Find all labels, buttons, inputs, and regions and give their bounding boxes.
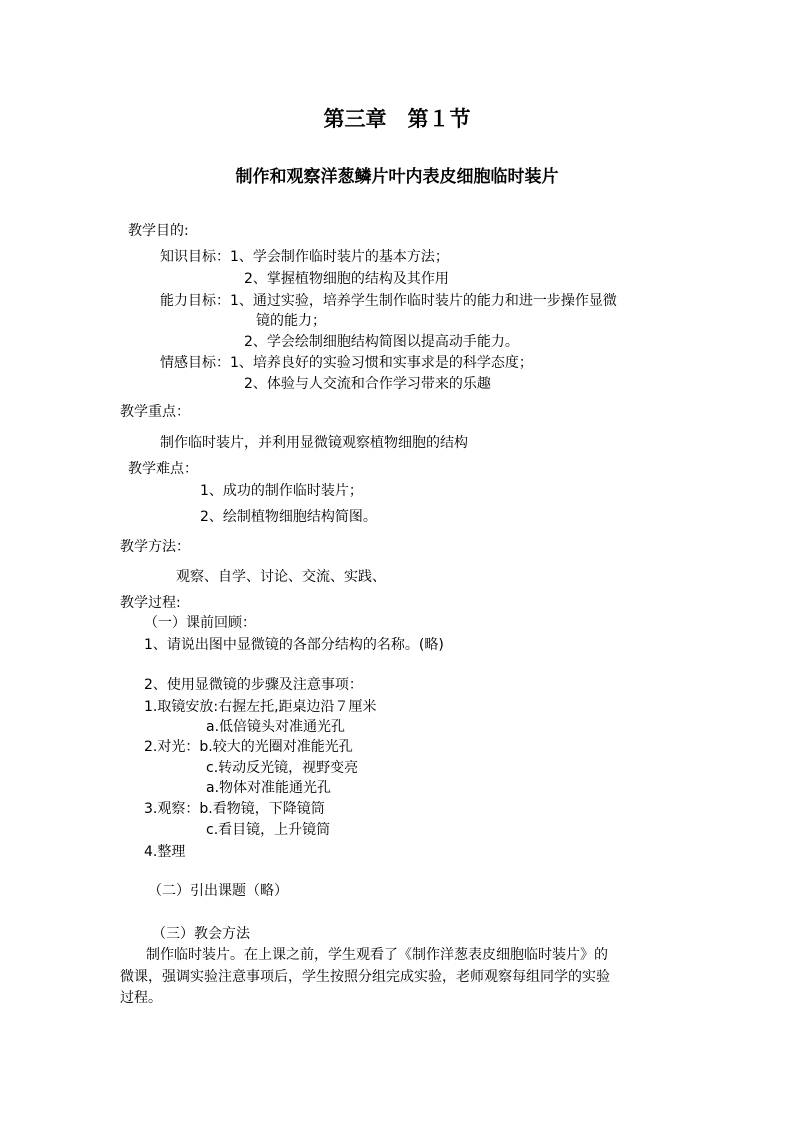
step-2a: a.物体对准能通光孔 <box>206 780 332 796</box>
step-1a: a.低倍镜头对准通光孔 <box>206 719 346 735</box>
difficulties-heading: 教学难点： <box>128 461 198 477</box>
chapter-title: 第三章 第１节 <box>323 106 471 131</box>
paragraph-line-3: 过程。 <box>120 990 162 1006</box>
review-question-2: 2、使用显微镜的步骤及注意事项： <box>144 677 363 693</box>
step-3c: c.看目镜，上升镜筒 <box>206 822 331 838</box>
key-points-content: 制作临时装片，并利用显微镜观察植物细胞的结构 <box>160 435 468 451</box>
process-heading: 教学过程: <box>120 595 181 611</box>
difficulty-item-2: 2、绘制植物细胞结构简图。 <box>200 509 377 525</box>
ability-objective-1-continued: 镜的能力； <box>256 313 326 329</box>
paragraph-line-1: 制作临时装片。在上课之前，学生观看了《制作洋葱表皮细胞临时装片》的 <box>146 947 608 963</box>
emotion-objective-2: 2、体验与人交流和合作学习带来的乐趣 <box>244 376 491 392</box>
objectives-heading: 教学目的: <box>128 223 189 239</box>
teach-heading: （三）教会方法 <box>152 926 250 942</box>
step-2: 2.对光：b.较大的光圈对准能光孔 <box>144 739 353 755</box>
step-1: 1.取镜安放:右握左托,距桌边沿７厘米 <box>144 699 377 715</box>
paragraph-line-2: 微课，强调实验注意事项后，学生按照分组完成实验，老师观察每组同学的实验 <box>120 969 610 985</box>
emotion-objective-1: 情感目标：1、培养良好的实验习惯和实事求是的科学态度； <box>160 355 533 371</box>
difficulty-item-1: 1、成功的制作临时装片； <box>200 483 363 499</box>
step-3: 3.观察：b.看物镜，下降镜筒 <box>144 801 325 817</box>
ability-objective-1: 能力目标：1、通过实验，培养学生制作临时装片的能力和进一步操作显微 <box>160 293 617 309</box>
key-points-heading: 教学重点： <box>120 404 190 420</box>
lesson-subtitle: 制作和观察洋葱鳞片叶内表皮细胞临时装片 <box>235 167 559 187</box>
intro-heading: （二）引出课题（略） <box>148 883 288 899</box>
step-4: 4.整理 <box>144 844 186 860</box>
knowledge-objective-1: 知识目标：1、学会制作临时装片的基本方法； <box>160 249 449 265</box>
ability-objective-2: 2、学会绘制细胞结构简图以提高动手能力。 <box>244 334 519 350</box>
methods-heading: 教学方法： <box>120 539 190 555</box>
review-question-1: 1、请说出图中显微镜的各部分结构的名称。(略) <box>144 637 444 653</box>
knowledge-objective-2: 2、掌握植物细胞的结构及其作用 <box>244 271 449 287</box>
step-2c: c.转动反光镜，视野变亮 <box>206 760 359 776</box>
methods-content: 观察、自学、讨论、交流、实践、 <box>176 569 386 585</box>
review-heading: （一）课前回顾： <box>144 615 256 631</box>
